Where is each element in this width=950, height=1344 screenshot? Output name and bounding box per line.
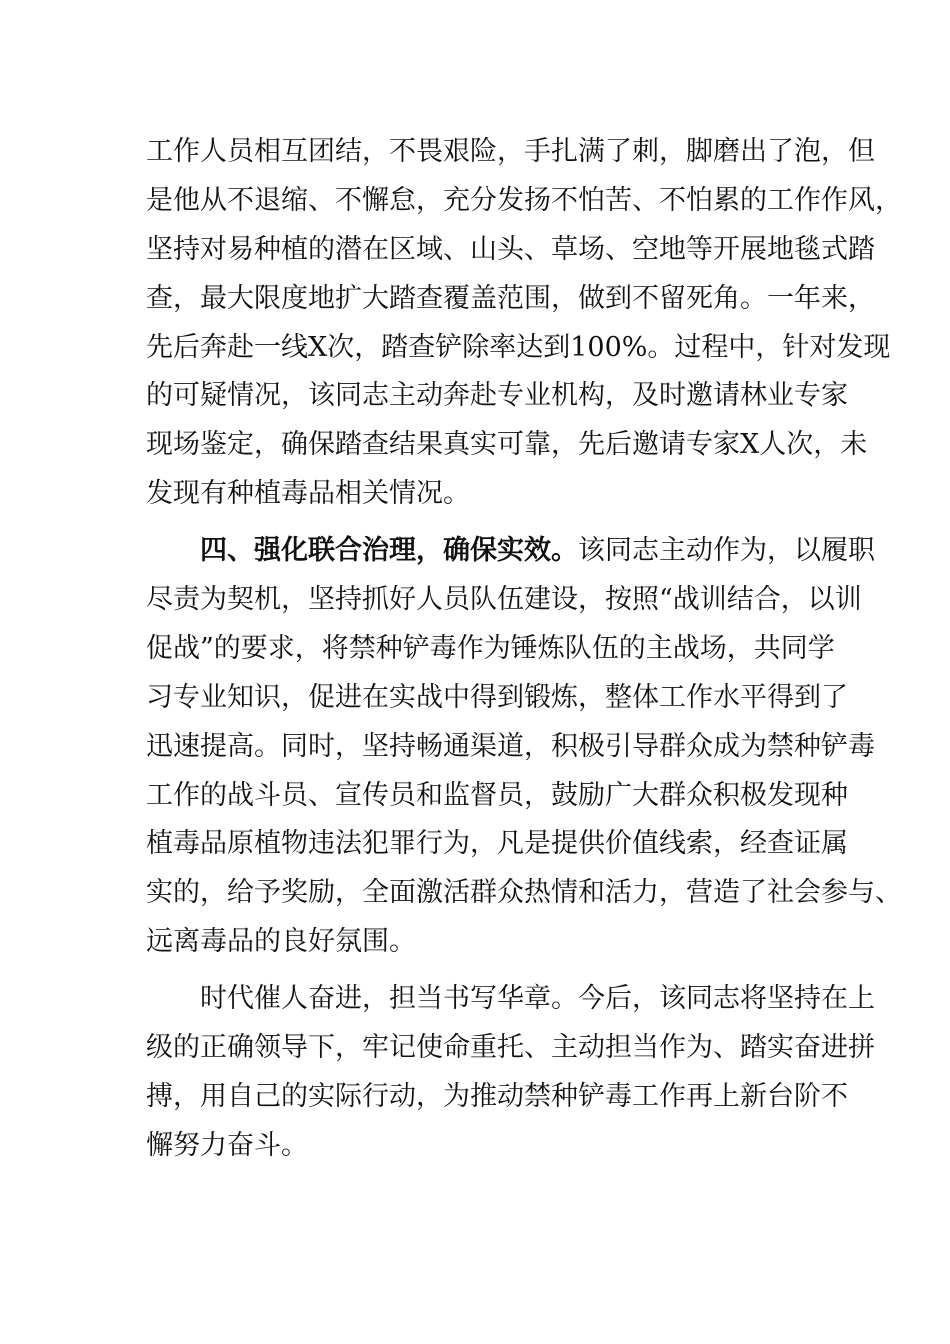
paragraph-first-line: 时代催人奋进，担当书写华章。今后，该同志将坚持在上 [200, 983, 875, 1015]
paragraph-line: 现场鉴定，确保踏查结果真实可靠，先后邀请专家X人次，未 [146, 429, 868, 461]
paragraph-line: 促战”的要求，将禁种铲毒作为锤炼队伍的主战场，共同学 [146, 632, 835, 664]
paragraph-line: 工作的战斗员、宣传员和监督员，鼓励广大群众积极发现种 [146, 779, 848, 811]
document-body [146, 128, 902, 1171]
paragraph-first-line [146, 527, 875, 576]
paragraph-1 [146, 128, 902, 519]
paragraph-line: 是他从不退缩、不懈怠，充分发扬不怕苦、不怕累的工作作风， [146, 184, 902, 216]
paragraph-line: 懈努力奋斗。 [146, 1129, 308, 1161]
paragraph-line: 迅速提高。同时，坚持畅通渠道，积极引导群众成为禁种铲毒 [146, 730, 875, 762]
paragraph-line: 坚持对易种植的潜在区域、山头、草场、空地等开展地毯式踏 [146, 233, 875, 265]
paragraph-line: 先后奔赴一线X次，踏查铲除率达到100%。过程中，针对发现 [146, 331, 891, 363]
paragraph-line: 尽责为契机，坚持抓好人员队伍建设，按照“战训结合，以训 [146, 584, 862, 616]
paragraph-line: 查，最大限度地扩大踏查覆盖范围，做到不留死角。一年来， [146, 282, 875, 314]
paragraph-line: 的可疑情况，该同志主动奔赴专业机构，及时邀请林业专家 [146, 380, 848, 412]
paragraph-line: 植毒品原植物违法犯罪行为，凡是提供价值线索，经查证属 [146, 828, 848, 860]
paragraph-2 [146, 527, 902, 967]
paragraph-line: 习专业知识，促进在实战中得到锻炼，整体工作水平得到了 [146, 681, 848, 713]
paragraph-text: 该同志主动作为，以履职 [578, 535, 875, 567]
paragraph-line: 实的，给予奖励，全面激活群众热情和活力，营造了社会参与、 [146, 877, 902, 909]
paragraph-line: 搏，用自己的实际行动，为推动禁种铲毒工作再上新台阶不 [146, 1080, 848, 1112]
paragraph-line: 发现有种植毒品相关情况。 [146, 478, 470, 510]
paragraph-3 [146, 975, 875, 1171]
paragraph-line: 远离毒品的良好氛围。 [146, 926, 416, 958]
paragraph-line: 工作人员相互团结，不畏艰险，手扎满了刺，脚磨出了泡，但 [146, 136, 875, 167]
paragraph-line: 级的正确领导下，牢记使命重托、主动担当作为、踏实奋进拼 [146, 1032, 875, 1064]
section-heading: 四、强化联合治理，确保实效。 [200, 535, 578, 567]
